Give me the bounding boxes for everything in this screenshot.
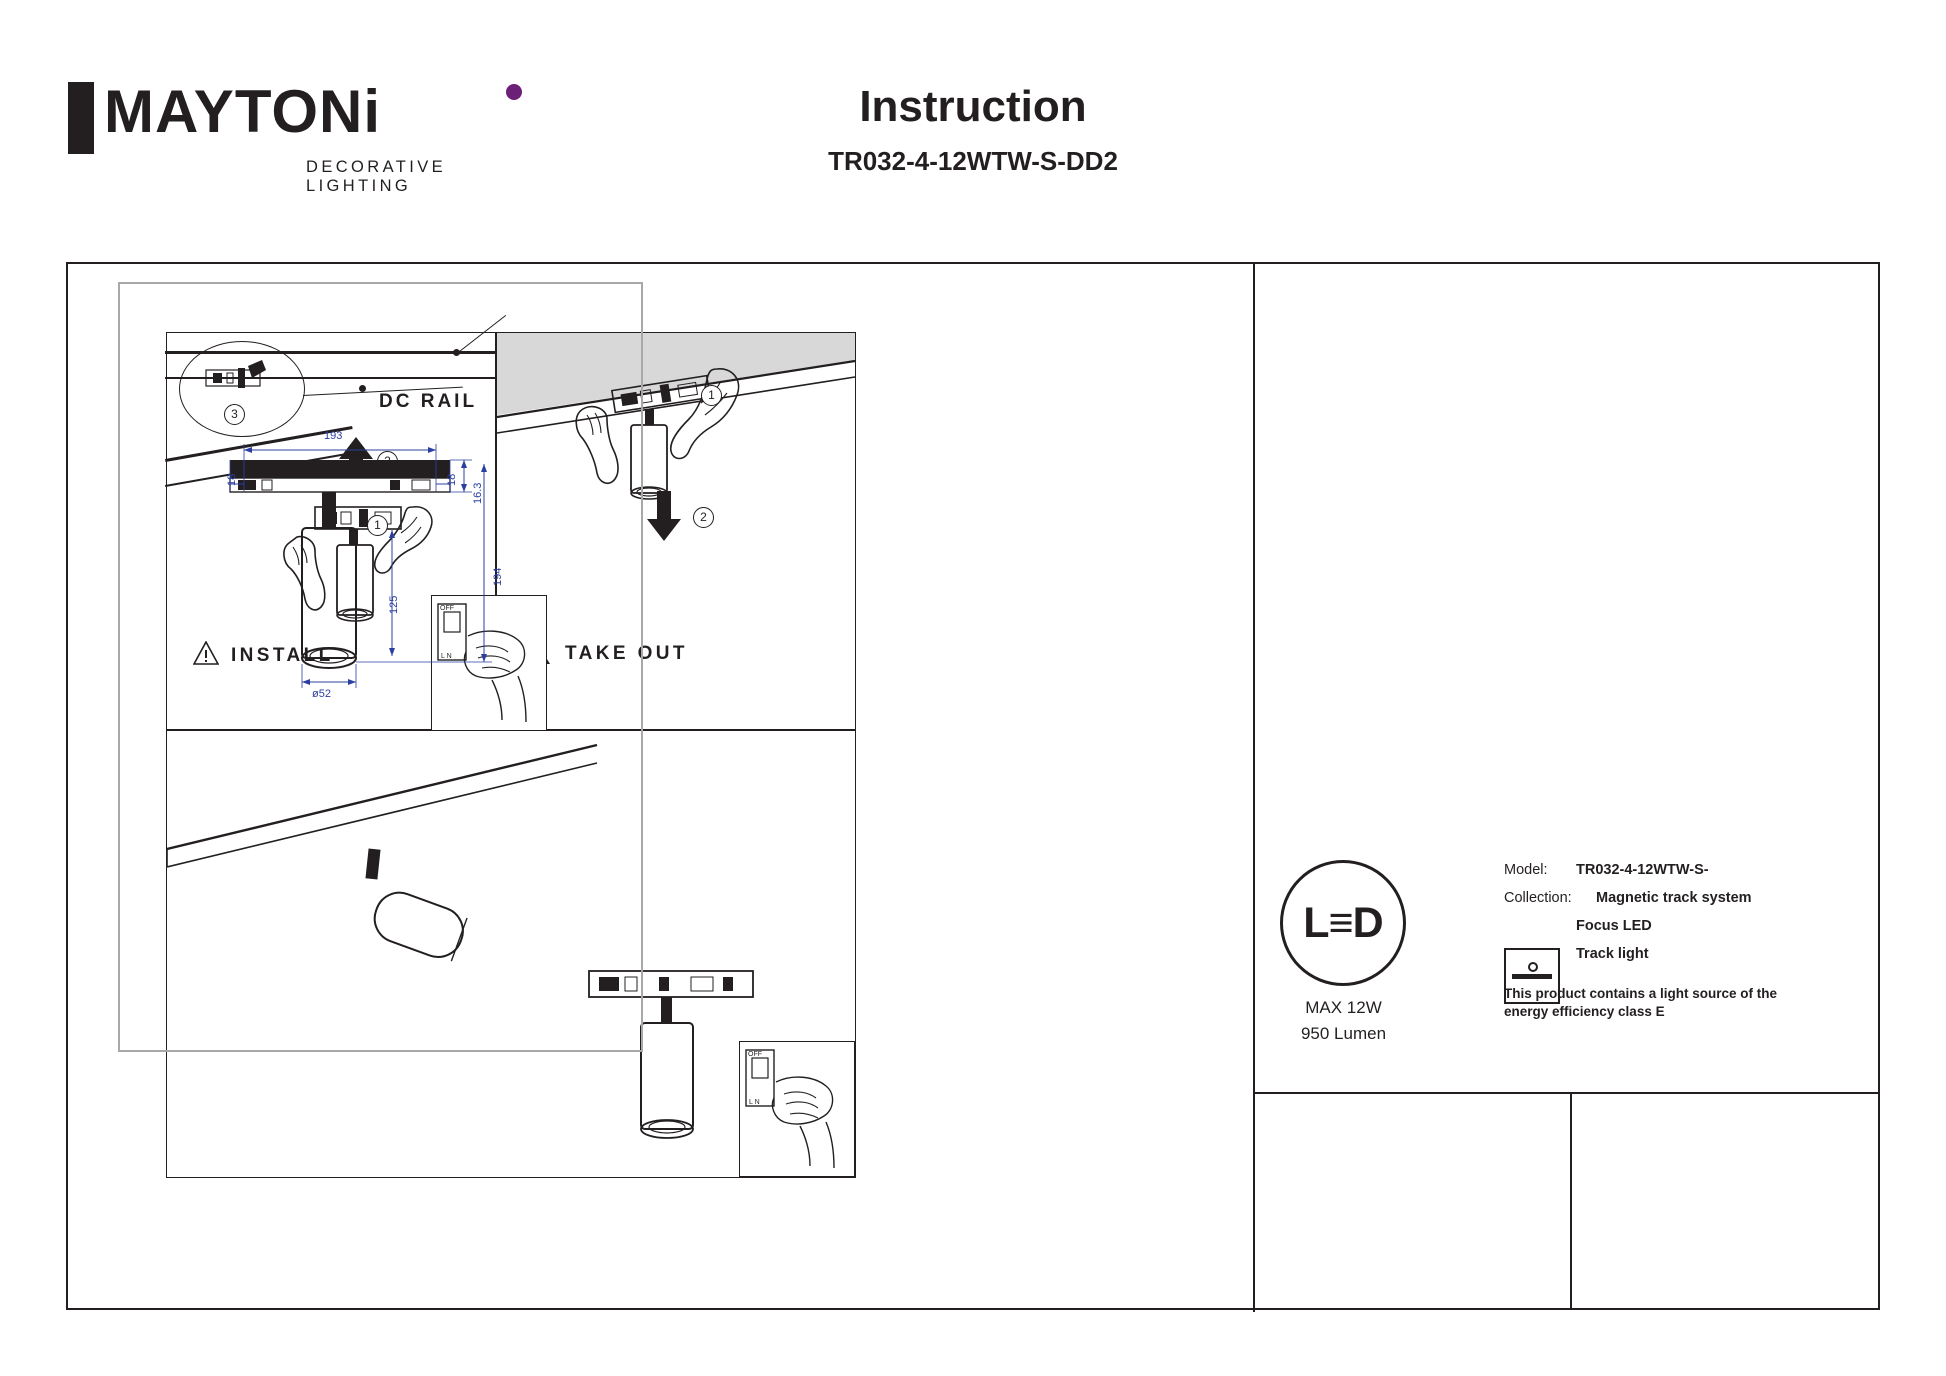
main-frame: [66, 262, 1880, 1310]
step-badge-2b: 2: [693, 507, 714, 528]
svg-text:L N: L N: [441, 653, 452, 660]
takeout-label: TAKE OUT: [565, 643, 688, 664]
type-value: Track light: [1576, 946, 1649, 962]
step-badge-1: 1: [367, 515, 388, 536]
led-badge-text: L≡D: [1303, 899, 1383, 947]
dim-rail-height: 16.3: [472, 482, 484, 504]
frame-vertical-divider: [1253, 264, 1255, 1312]
page-title: Instruction: [859, 82, 1087, 131]
svg-text:OFF: OFF: [748, 1051, 762, 1058]
step-badge-1b: 1: [701, 385, 722, 406]
model-label: Model:: [1504, 862, 1548, 878]
switch-hand-drawing-2: [740, 1042, 854, 1176]
dim-end-left: 18: [226, 473, 238, 486]
track-light-knob: [1528, 962, 1538, 972]
dim-diameter: ø52: [312, 688, 331, 700]
energy-efficiency-note: This product contains a light source of the energy efficiency class E: [1504, 986, 1778, 1019]
collection-label: Collection:: [1504, 890, 1572, 906]
frame-bottom-divider: [1570, 1092, 1572, 1310]
dim-total-height: 194: [492, 567, 504, 586]
led-max-power: MAX 12W: [1305, 998, 1382, 1017]
brand-tagline: DECORATIVE LIGHTING: [306, 158, 447, 195]
led-badge-circle: [1280, 860, 1406, 986]
technical-drawing: [120, 284, 641, 1050]
track-light-bar: [1512, 974, 1552, 979]
technical-drawing-panel: [118, 282, 643, 1052]
product-info-block: [1504, 830, 1812, 1046]
svg-text:OFF: OFF: [440, 605, 454, 612]
dim-end-right: 18: [446, 473, 458, 486]
led-spec-block: [1185, 830, 1502, 1046]
model-code: TR032-4-12WTW-S-DD2: [828, 146, 1118, 176]
takeout-arrow-down-icon: [647, 491, 681, 541]
series-value: Focus LED: [1576, 918, 1652, 934]
install-label: INSTALL: [231, 645, 334, 666]
brand-name: MAYTONi: [104, 78, 382, 145]
dc-rail-label: DC RAIL: [379, 391, 478, 412]
step-badge-3: 3: [224, 404, 245, 425]
page-header: [0, 0, 1946, 200]
frame-horizontal-divider: [1253, 1092, 1880, 1094]
dim-length: 193: [324, 430, 343, 442]
collection-value: Magnetic track system: [1596, 890, 1752, 906]
led-lumen: 950 Lumen: [1300, 1024, 1387, 1043]
model-value: TR032-4-12WTW-S-: [1576, 862, 1709, 878]
svg-text:L N: L N: [749, 1099, 760, 1106]
switch-box-overview: [739, 1041, 855, 1177]
dim-body-length: 125: [388, 595, 400, 614]
